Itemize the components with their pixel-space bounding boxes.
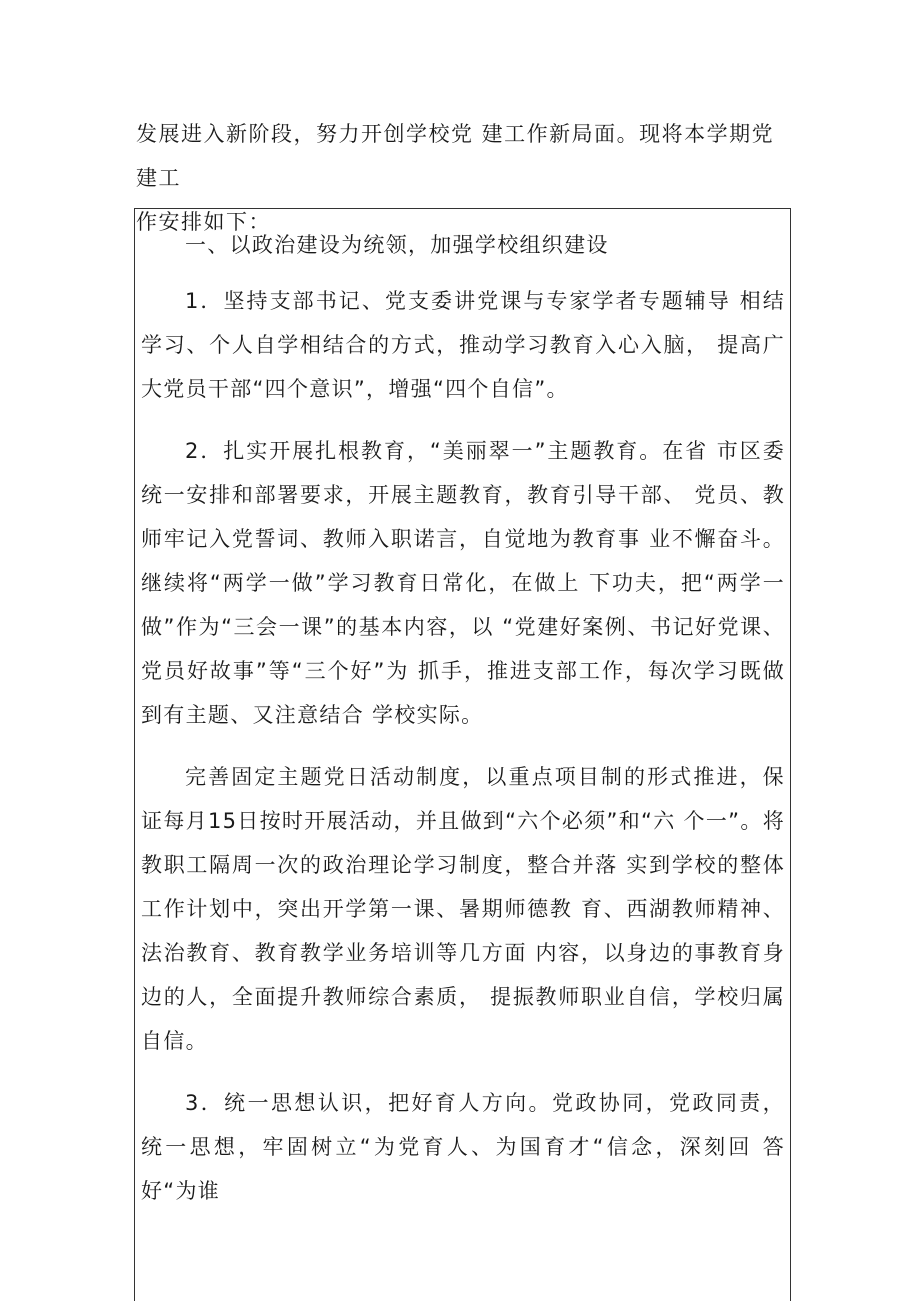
paragraph-1: 1．坚持支部书记、党支委讲党课与专家学者专题辅导 相结学习、个人自学相结合的方式，推动学习教育入心入脑， 提高广大党员干部“四个意识”，增强“四个自信”。 xyxy=(141,289,785,401)
section-heading: 一、以政治建设为统领，加强学校组织建设 xyxy=(185,233,609,257)
intro-line-2: 作安排如下： xyxy=(136,210,271,234)
paragraph-2: 2．扎实开展扎根教育，“美丽翠一”主题教育。在省 市区委统一安排和部署要求，开展主题教育，教育引导干部、 党员、教师牢记入党誓词、教师入职诺言，自觉地为教育事 业不懈奋斗。继续将“两学一做”学习教育日常化，在做上 下功夫，把“两学一做”作为“三会一课”的基本内容，以 “党建好案例、书记好党课、党员好故事”等“三个好”为 抓手，推进支部工作，每次学习既做到有主题、又注意结合 学校实际。 xyxy=(141,439,785,727)
paragraph-3: 完善固定主题党日活动制度，以重点项目制的形式推进，保证每月15日按时开展活动，并且做到“六个必须”和“六 个一”。将教职工隔周一次的政治理论学习制度，整合并落 实到学校的整体工作计划中，突出开学第一课、暑期师德教 育、西湖教师精神、法治教育、教育教学业务培训等几方面 内容，以身边的事教育身边的人，全面提升教师综合素质， 提振教师职业自信，学校归属自信。 xyxy=(141,765,785,1053)
content-body xyxy=(141,223,785,1213)
intro-line-1: 发展进入新阶段，努力开创学校党 建工作新局面。现将本学期党建工 xyxy=(136,122,775,190)
content-table-cell xyxy=(134,208,791,1301)
paragraph-4: 3．统一思想认识，把好育人方向。党政协同，党政同责， 统一思想，牢固树立“为党育人、为国育才“信念，深刻回 答好“为谁 xyxy=(141,1091,785,1203)
